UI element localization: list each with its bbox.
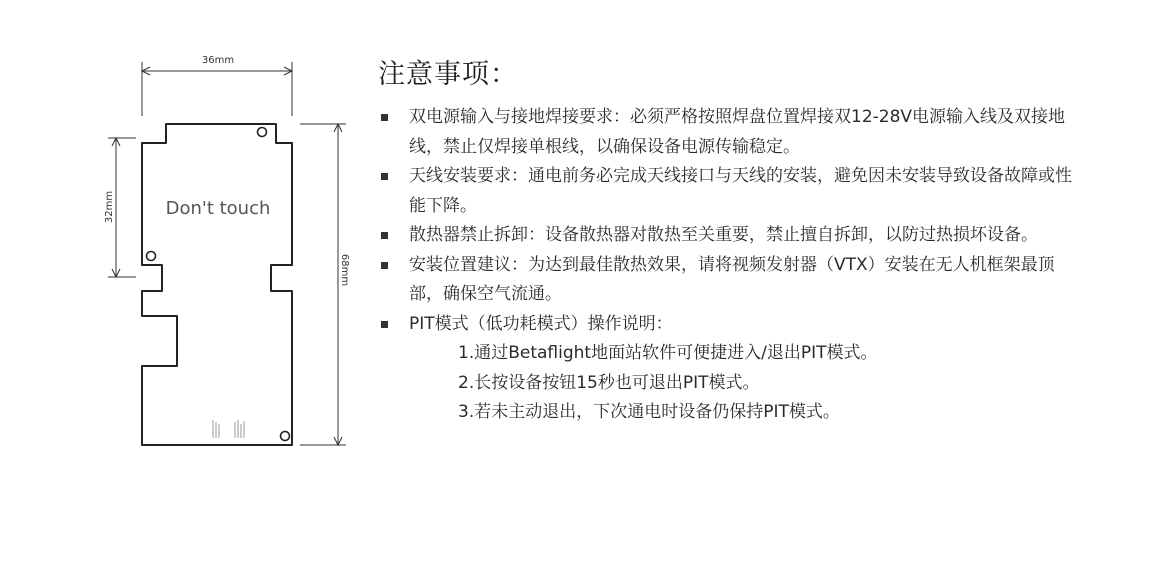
bullet-icon [381,114,388,121]
note-text: 双电源输入与接地焊接要求：必须严格按照焊盘位置焊接双12-28V电源输入线及双接地线，禁止仅焊接单根线，以确保设备电源传输稳定。 [409,107,1066,157]
bullet-icon [381,321,388,328]
note-text: 安装位置建议：为达到最佳散热效果，请将视频发射器（VTX）安装在无人机框架最顶部，确保空气流通。 [409,254,1055,304]
note-item-antenna [378,162,1078,221]
note-text: PIT模式（低功耗模式）操作说明： [409,313,673,334]
board-outline-diagram [0,0,360,564]
note-item-power [378,103,1078,162]
note-item-heatsink [378,221,1078,251]
note-item-pit-mode [378,310,1078,340]
pit-steps-list [378,339,1078,428]
pit-step: 3.若未主动退出，下次通电时设备仍保持PIT模式。 [458,402,840,422]
pit-step: 1.通过Betaflight地面站软件可便捷进入/退出PIT模式。 [458,343,878,363]
note-text: 散热器禁止拆卸：设备散热器对散热至关重要，禁止擅自拆卸，以防过热损坏设备。 [409,225,1038,245]
note-item-mounting [378,251,1078,310]
notes-list [378,103,1078,339]
dont-touch-label: Don't touch [165,198,271,219]
dim-right-label: 68mm [339,253,350,287]
board-drawing [0,0,360,564]
notes-section [378,52,1078,428]
dim-left-label: 32mm [104,190,115,224]
dim-width-label: 36mm [201,55,235,66]
bullet-icon [381,262,388,269]
bullet-icon [381,173,388,180]
notes-title: 注意事项： [378,59,518,90]
note-text: 天线安装要求：通电前务必完成天线接口与天线的安装，避免因未安装导致设备故障或性能下降。 [409,166,1072,216]
bullet-icon [381,232,388,239]
pit-step: 2.长按设备按钮15秒也可退出PIT模式。 [458,372,760,393]
board-outline [142,124,292,445]
